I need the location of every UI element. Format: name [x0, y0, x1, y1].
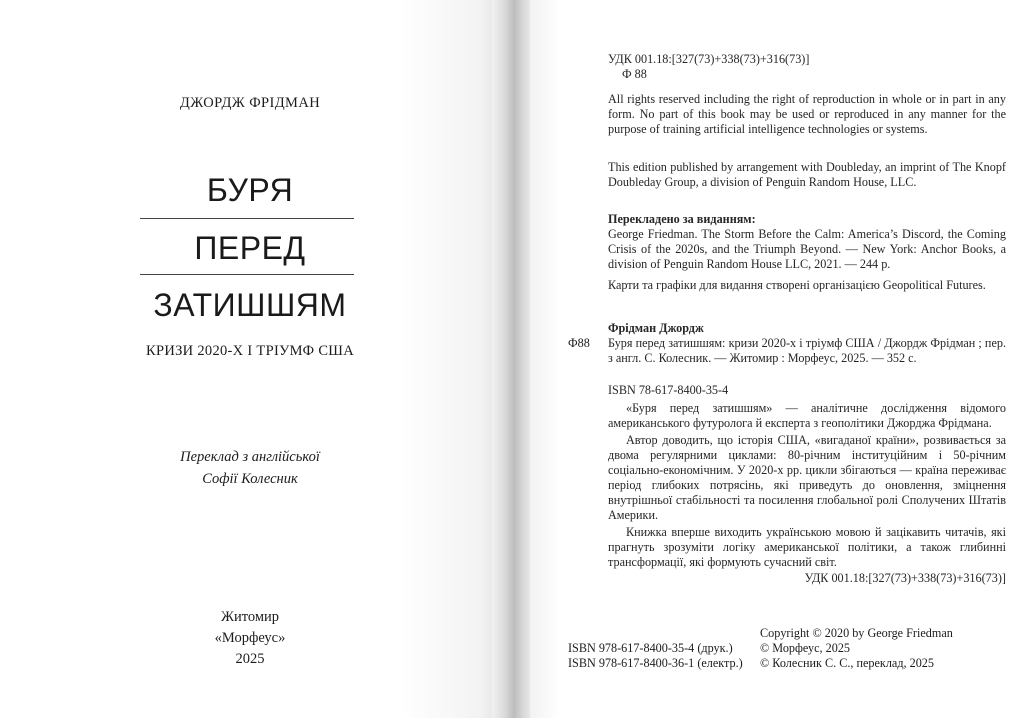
book-author: ДЖОРДЖ ФРІДМАН — [179, 95, 321, 111]
translation-line-1: Переклад з англійської — [180, 449, 320, 465]
rights-publisher: © Морфеус, 2025 — [760, 641, 851, 655]
right-page — [530, 0, 1024, 718]
translation-credit — [0, 446, 500, 490]
title-line-1: БУРЯ — [206, 172, 294, 208]
udk-code-bottom: УДК 001.18:[327(73)+338(73)+316(73)] — [804, 571, 1006, 585]
edition-notice: This edition published by arrangement with Doubleday, an imprint of The Knopf Doubleday Group, a division of Penguin Random House, LLC. — [608, 160, 1006, 189]
abstract-paragraph-3: Книжка вперше виходить українською мовою й зацікавить читачів, які прагнуть зрозуміти логіку американської політики, а також глибинні трансформації, які формують сучасний світ. — [608, 525, 1006, 569]
translated-from-text: George Friedman. The Storm Before the Calm: America’s Discord, the Coming Crisis of the 2020s, and the Triumph Beyond. — New York: Anchor Books, a division of Penguin Random House LLC, 2021. — 244 p. — [608, 227, 1006, 271]
author-mark-side: Ф88 — [568, 336, 590, 350]
publisher-city: Житомир — [220, 609, 280, 625]
isbn-catalog: ISBN 78-617-8400-35-4 — [608, 383, 729, 397]
book-subtitle: КРИЗИ 2020-Х І ТРІУМФ США — [145, 343, 354, 359]
title-divider — [140, 274, 354, 275]
catalog-author-heading: Фрідман Джордж — [608, 321, 704, 335]
imprint-block — [0, 607, 500, 670]
author-mark-top: Ф 88 — [622, 67, 647, 81]
publication-year: 2025 — [235, 651, 265, 667]
abstract — [608, 401, 1006, 572]
copyright-notice: Copyright © 2020 by George Friedman — [760, 626, 953, 640]
isbn-electronic: ISBN 978-617-8400-36-1 (електр.) — [568, 656, 743, 670]
isbn-block — [568, 641, 743, 671]
isbn-print: ISBN 978-617-8400-35-4 (друк.) — [568, 641, 733, 655]
title-line-3: ЗАТИШШЯМ — [153, 287, 347, 323]
abstract-paragraph-1: «Буря перед затишшям» — аналітичне дослідження відомого американського футуролога й експерта з геополітики Джорджа Фрідмана. — [608, 401, 1006, 430]
translated-from-label: Перекладено за виданням: — [608, 212, 756, 226]
title-divider — [140, 218, 354, 219]
maps-note: Карти та графіки для видання створені організацією Geopolitical Futures. — [608, 278, 986, 292]
translated-from — [608, 212, 1006, 272]
bibliographic-record: Буря перед затишшям: кризи 2020-х і тріумф США / Джордж Фрідман ; пер. з англ. С. Колесник. — Житомир : Морфеус, 2025. — 352 с. — [608, 336, 1006, 365]
title-line-2: ПЕРЕД — [194, 230, 306, 266]
left-page — [0, 0, 500, 718]
translator-name: Софії Колесник — [202, 471, 298, 487]
rights-holders — [760, 641, 934, 671]
rights-notice: All rights reserved including the right of reproduction in whole or in part in any form. No part of this book may be used or reproduced in any manner for the purpose of training artificial intelligence technologies or systems. — [608, 92, 1006, 136]
udk-code-top: УДК 001.18:[327(73)+338(73)+316(73)] — [608, 52, 810, 66]
publisher-name: «Морфеус» — [214, 630, 286, 646]
abstract-paragraph-2: Автор доводить, що історія США, «вигаданої країни», розвивається за двома регулярними циклами: 80-річним інституційним і 50-річним соціально-економічним. У 2020-х рр. цикли збігаються — країна переживає період глибоких потрясінь, які приведуть до оновлення, зміцнення внутрішньої стабільності та посилення глобальної ролі Сполучених Штатів Америки. — [608, 433, 1006, 522]
rights-translator: © Колесник С. С., переклад, 2025 — [760, 656, 934, 670]
